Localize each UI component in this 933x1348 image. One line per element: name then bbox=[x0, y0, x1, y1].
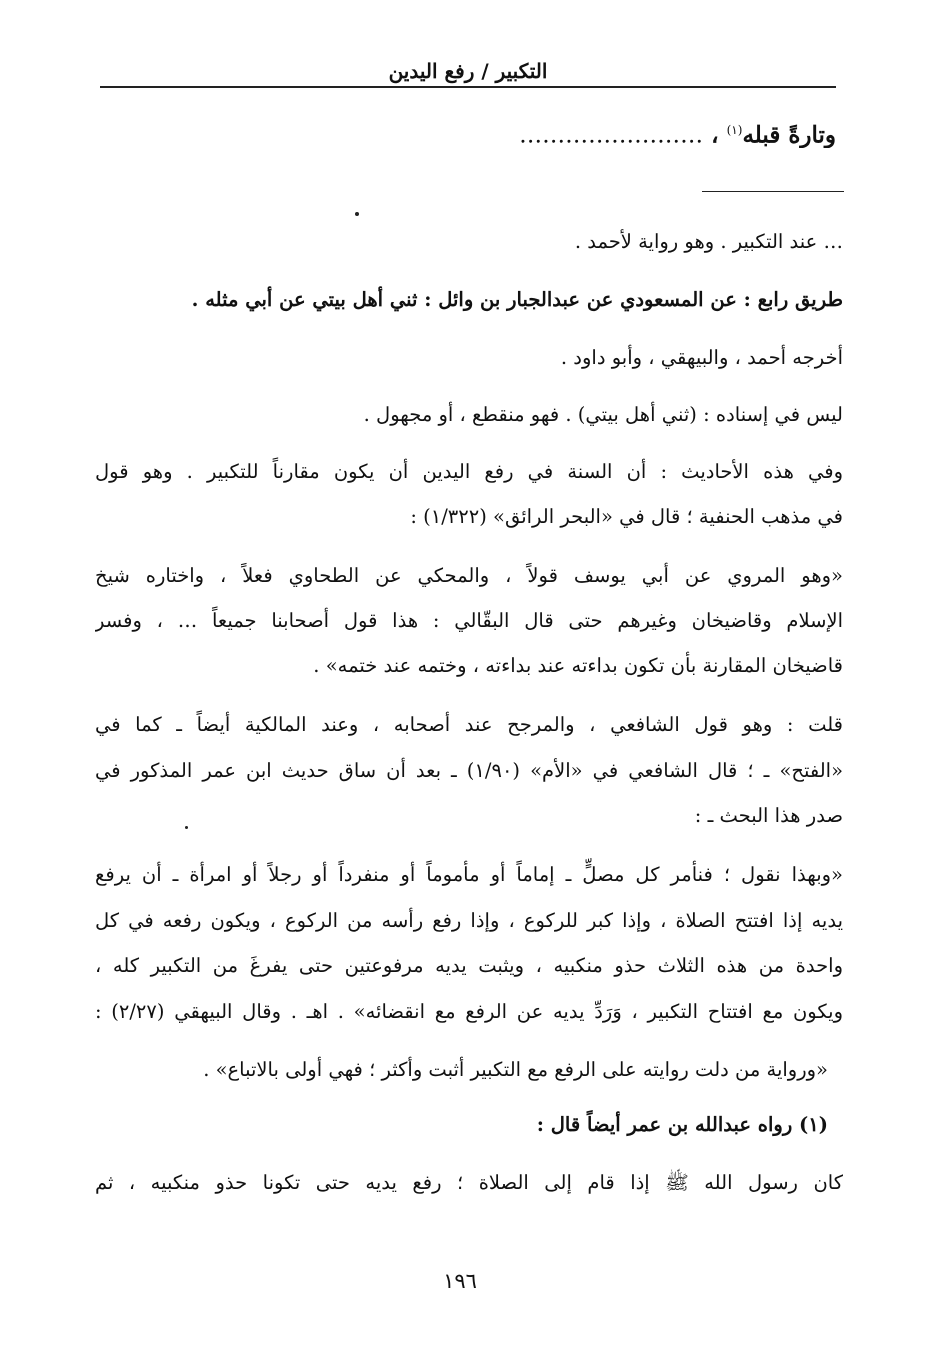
footnote-line-8: الإسلام وقاضيخان وغيرهم حتى قال البقّالي : هذا قول أصحابنا جميعاً … ، وفسر bbox=[95, 609, 843, 632]
main-text-trailing: ، bbox=[703, 121, 727, 148]
footnote-line-1: … عند التكبير . وهو رواية لأحمد . bbox=[574, 230, 843, 253]
footnote-line-11: «الفتح» ـ ؛ قال الشافعي في «الأم» (١/٩٠) ـ بعد أن ساق حديث ابن عمر المذكور في bbox=[95, 759, 843, 782]
footnote-marker[interactable]: (١) bbox=[726, 123, 743, 137]
print-speck bbox=[355, 212, 359, 216]
footnote-line-4: ليس في إسناده : (ثني أهل بيتي) . فهو منقطع ، أو مجهول . bbox=[363, 403, 843, 426]
footnote-line-5: وفي هذه الأحاديث : أن السنة في رفع اليدين أن يكون مقارناً للتكبير . وهو قول bbox=[95, 460, 843, 483]
footnote-line-12: صدر هذا البحث ـ : bbox=[694, 804, 843, 827]
footnote-line-17: «ورواية من دلت روايته على الرفع مع التكبير أثبت وأكثر ؛ فهي أولى بالاتباع» . bbox=[203, 1058, 828, 1081]
footnote-separator bbox=[702, 191, 844, 192]
footnote-line-13: «وبهذا نقول ؛ فنأمر كل مصلٍّ ـ إماماً أو مأموماً أو منفرداً أو رجلاً أو امرأة ـ أن يرفع bbox=[95, 863, 843, 886]
footnote-line-18: (١) رواه عبدالله بن عمر أيضاً قال : bbox=[536, 1113, 828, 1136]
footnote-line-14: يديه إذا افتتح الصلاة ، وإذا كبر للركوع ، وإذا رفع رأسه من الركوع ، ويكون رفعه في كل bbox=[95, 909, 843, 932]
footnote-line-15: واحدة من هذه الثلاث حذو منكبيه ، ويثبت يديه مرفوعتين حتى يفرغَ من التكبير كله ، bbox=[95, 954, 843, 977]
footnote-line-19: كان رسول الله ﷺ إذا قام إلى الصلاة ؛ رفع يديه حتى تكونا حذو منكبيه ، ثم bbox=[95, 1171, 843, 1194]
dotted-leader: …………………… bbox=[519, 122, 704, 148]
main-text: وتارةً قبله bbox=[742, 121, 836, 148]
page-number: ١٩٦ bbox=[443, 1269, 477, 1293]
footnote-line-6: في مذهب الحنفية ؛ قال في «البحر الرائق» (١/٣٢٢) : bbox=[410, 505, 843, 528]
footnote-line-10: قلت : وهو قول الشافعي ، والمرجح عند أصحابه ، وعند المالكية أيضاً ـ كما في bbox=[95, 713, 843, 736]
running-header: التكبير / رفع اليدين bbox=[100, 56, 836, 88]
footnote-line-16: ويكون مع افتتاح التكبير ، وَرَدِّ يديه عن الرفع مع انقضائه» . اهـ . وقال البيهقي (٢/٢٧) : bbox=[95, 1000, 843, 1023]
footnote-line-3: أخرجه أحمد ، والبيهقي ، وأبو داود . bbox=[560, 346, 843, 369]
footnote-line-7: «وهو المروي عن أبي يوسف قولاً ، والمحكي عن الطحاوي فعلاً ، واختاره شيخ bbox=[95, 564, 843, 587]
footnote-line-2: طريق رابع : عن المسعودي عن عبدالجبار بن وائل : ثني أهل بيتي عن أبي مثله . bbox=[191, 288, 843, 311]
footnote-line-9: قاضيخان المقارنة بأن تكون بداءته عند بداءته ، وختمه عند ختمه» . bbox=[313, 654, 843, 677]
main-text-line bbox=[100, 112, 836, 148]
